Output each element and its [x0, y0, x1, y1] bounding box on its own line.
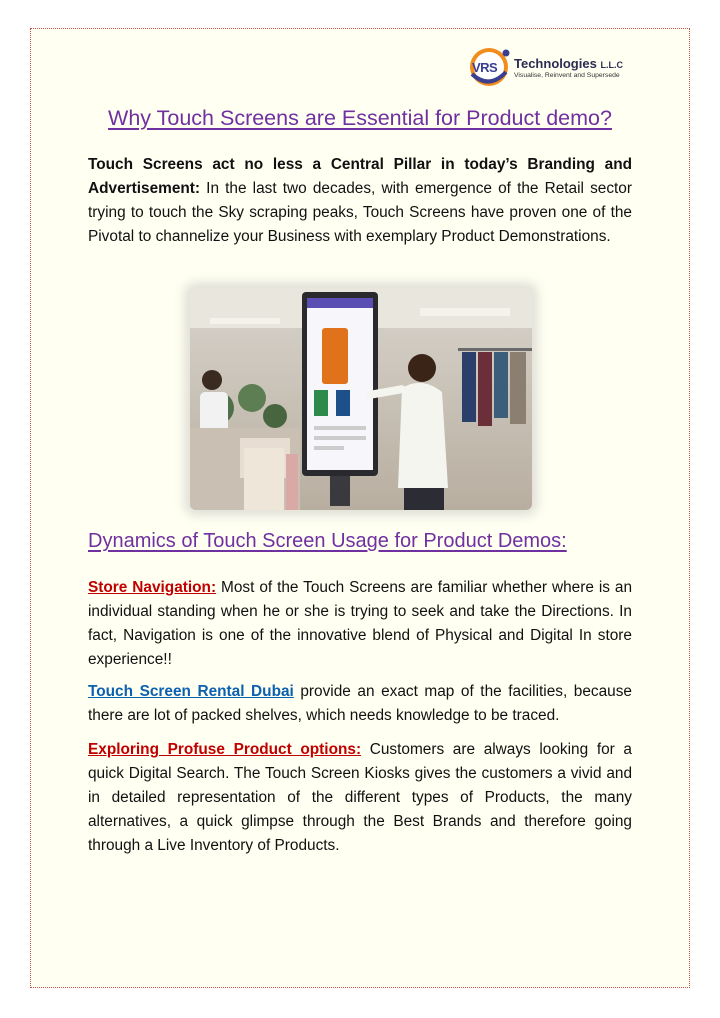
page-title: Why Touch Screens are Essential for Product demo?	[108, 106, 612, 130]
company-logo[interactable]	[466, 44, 636, 90]
touch-screen-kiosk-photo	[190, 288, 532, 510]
intro-body: In the last two decades, with emergence of the Retail sector trying to touch the Sky scraping peaks, Touch Screens have proven one of the Pivotal to channelize your Business with exemplary Product Demonstrations.	[88, 180, 632, 245]
logo-name: Technologies L.L.C	[514, 56, 623, 71]
logo-tagline: Visualise, Reinvent and Supersede	[514, 72, 620, 79]
logo-letters: VRS	[472, 60, 498, 75]
touch-screen-rental-link[interactable]: Touch Screen Rental Dubai	[88, 683, 294, 700]
rental-body: provide an exact map of the facilities, because there are lot of packed shelves, which needs knowledge to be traced.	[88, 683, 632, 724]
intro-paragraph	[88, 153, 632, 249]
rental-paragraph	[88, 680, 632, 728]
exploring-label: Exploring Profuse Product options:	[88, 741, 362, 758]
section-heading: Dynamics of Touch Screen Usage for Product Demos:	[88, 530, 567, 552]
store-navigation-body: Most of the Touch Screens are familiar whether where is an individual standing when he or she is trying to seek and take the Directions. In fact, Navigation is one of the innovative blend of Physical and Digital In store experience!!	[88, 579, 633, 668]
exploring-paragraph	[88, 738, 632, 858]
store-navigation-label: Store Navigation:	[88, 579, 217, 596]
intro-lead: Touch Screens act no less a Central Pillar in today’s Branding and Advertisement:	[88, 156, 632, 197]
store-navigation-paragraph	[88, 576, 632, 672]
exploring-body: Customers are always looking for a quick Digital Search. The Touch Screen Kiosks gives the customers a vivid and in detailed representation of the different types of Products, the many alternatives, a quick glimpse through the Best Brands and therefore going through a Live Inventory of Products.	[88, 741, 632, 854]
